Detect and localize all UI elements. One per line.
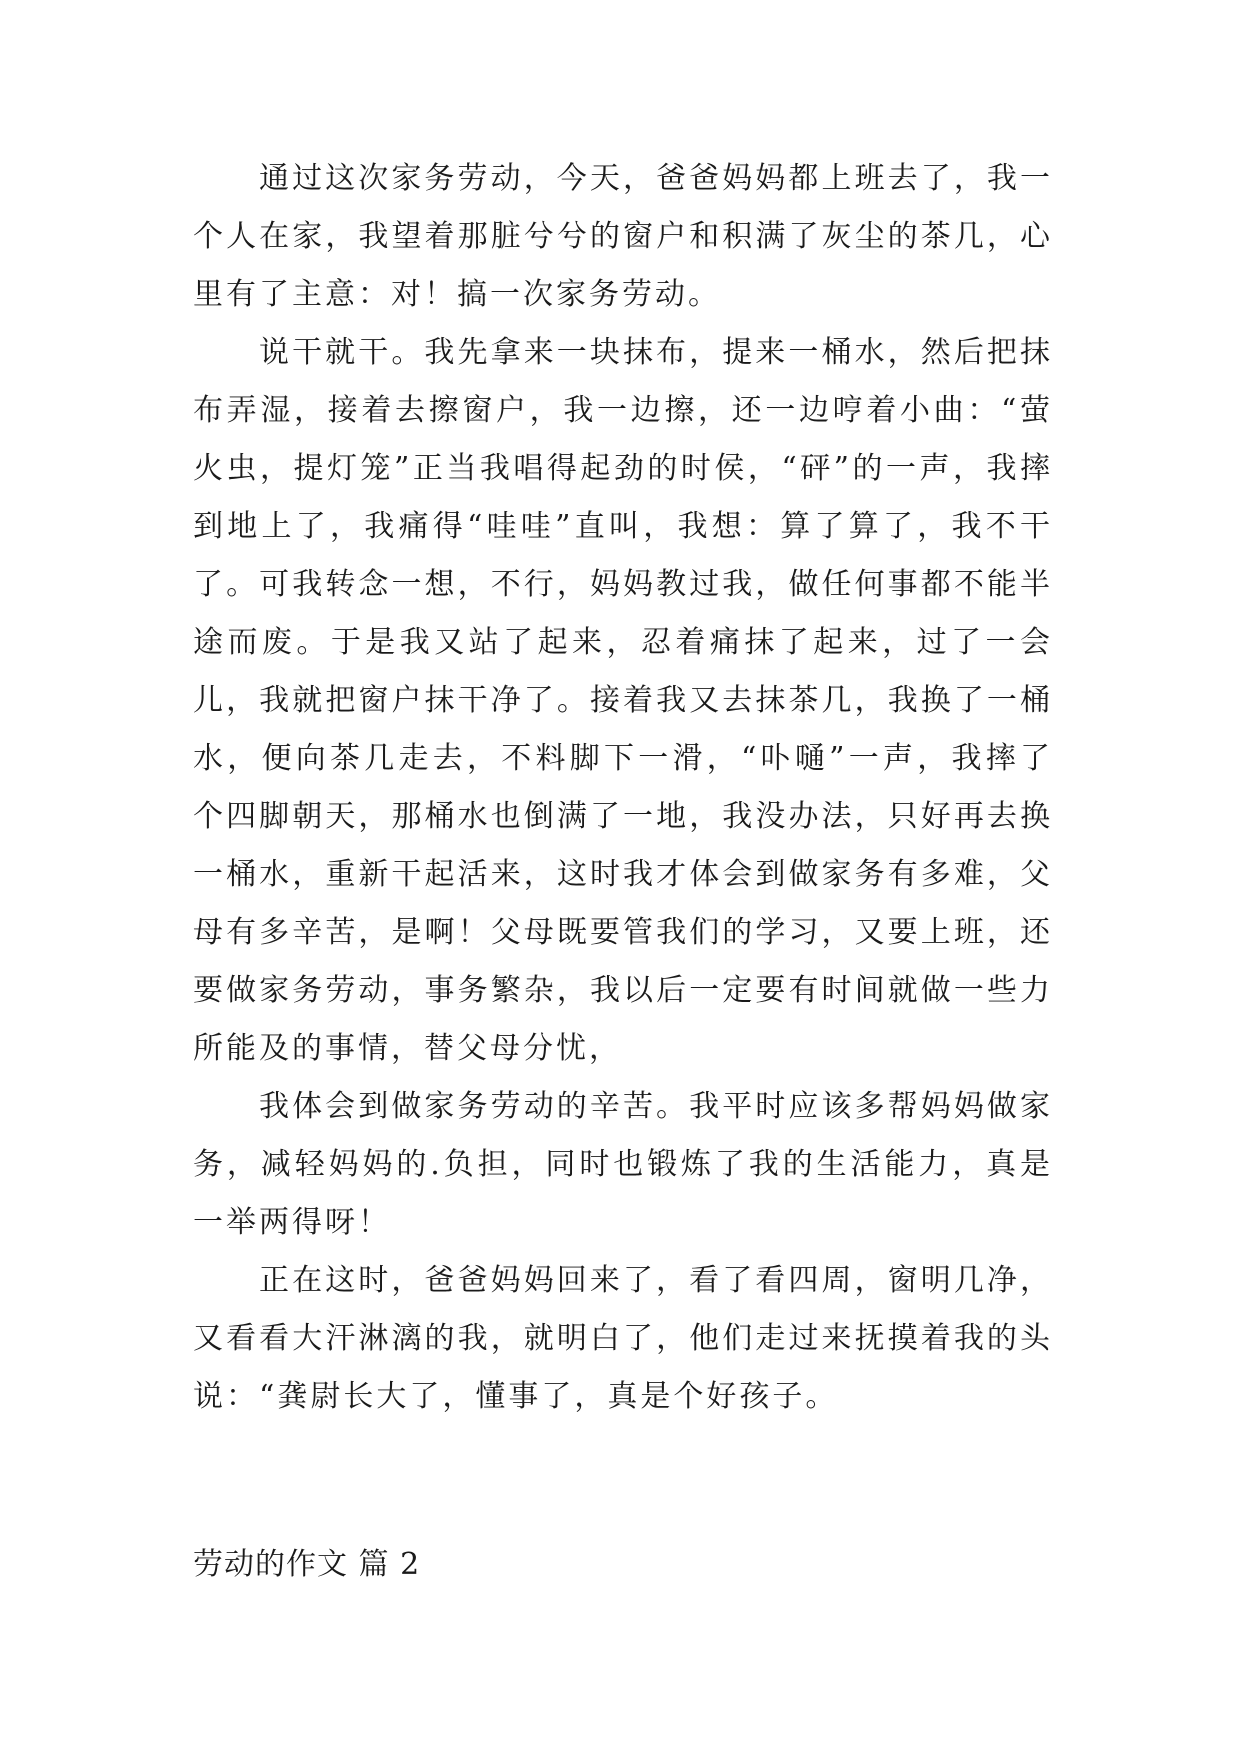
document-body (193, 150, 1053, 1594)
paragraph-2: 说干就干。我先拿来一块抹布，提来一桶水，然后把抹布弄湿，接着去擦窗户，我一边擦，还一边哼着小曲：“萤火虫，提灯笼”正当我唱得起劲的时侯，“砰”的一声，我摔到地上了，我痛得“哇哇”直叫，我想：算了算了，我不干了。可我转念一想，不行，妈妈教过我，做任何事都不能半途而废。于是我又站了起来，忍着痛抹了起来，过了一会儿，我就把窗户抹干净了。接着我又去抹茶几，我换了一桶水，便向茶几走去，不料脚下一滑，“卟嗵”一声，我摔了个四脚朝天，那桶水也倒满了一地，我没办法，只好再去换一桶水，重新干起活来，这时我才体会到做家务有多难，父母有多辛苦，是啊！父母既要管我们的学习，又要上班，还要做家务劳动，事务繁杂，我以后一定要有时间就做一些力所能及的事情，替父母分忧， (193, 335, 1053, 1066)
section-title: 劳动的作文 篇 2 (193, 1547, 421, 1582)
paragraph-3: 我体会到做家务劳动的辛苦。我平时应该多帮妈妈做家务，减轻妈妈的.负担，同时也锻炼了我的生活能力，真是一举两得呀！ (193, 1089, 1053, 1240)
paragraph-4: 正在这时，爸爸妈妈回来了，看了看四周，窗明几净，又看看大汗淋漓的我，就明白了，他们走过来抚摸着我的头说：“龚尉长大了，懂事了，真是个好孩子。 (193, 1263, 1053, 1414)
paragraph-1: 通过这次家务劳动，今天，爸爸妈妈都上班去了，我一个人在家，我望着那脏兮兮的窗户和积满了灰尘的茶几，心里有了主意：对！搞一次家务劳动。 (193, 161, 1053, 312)
